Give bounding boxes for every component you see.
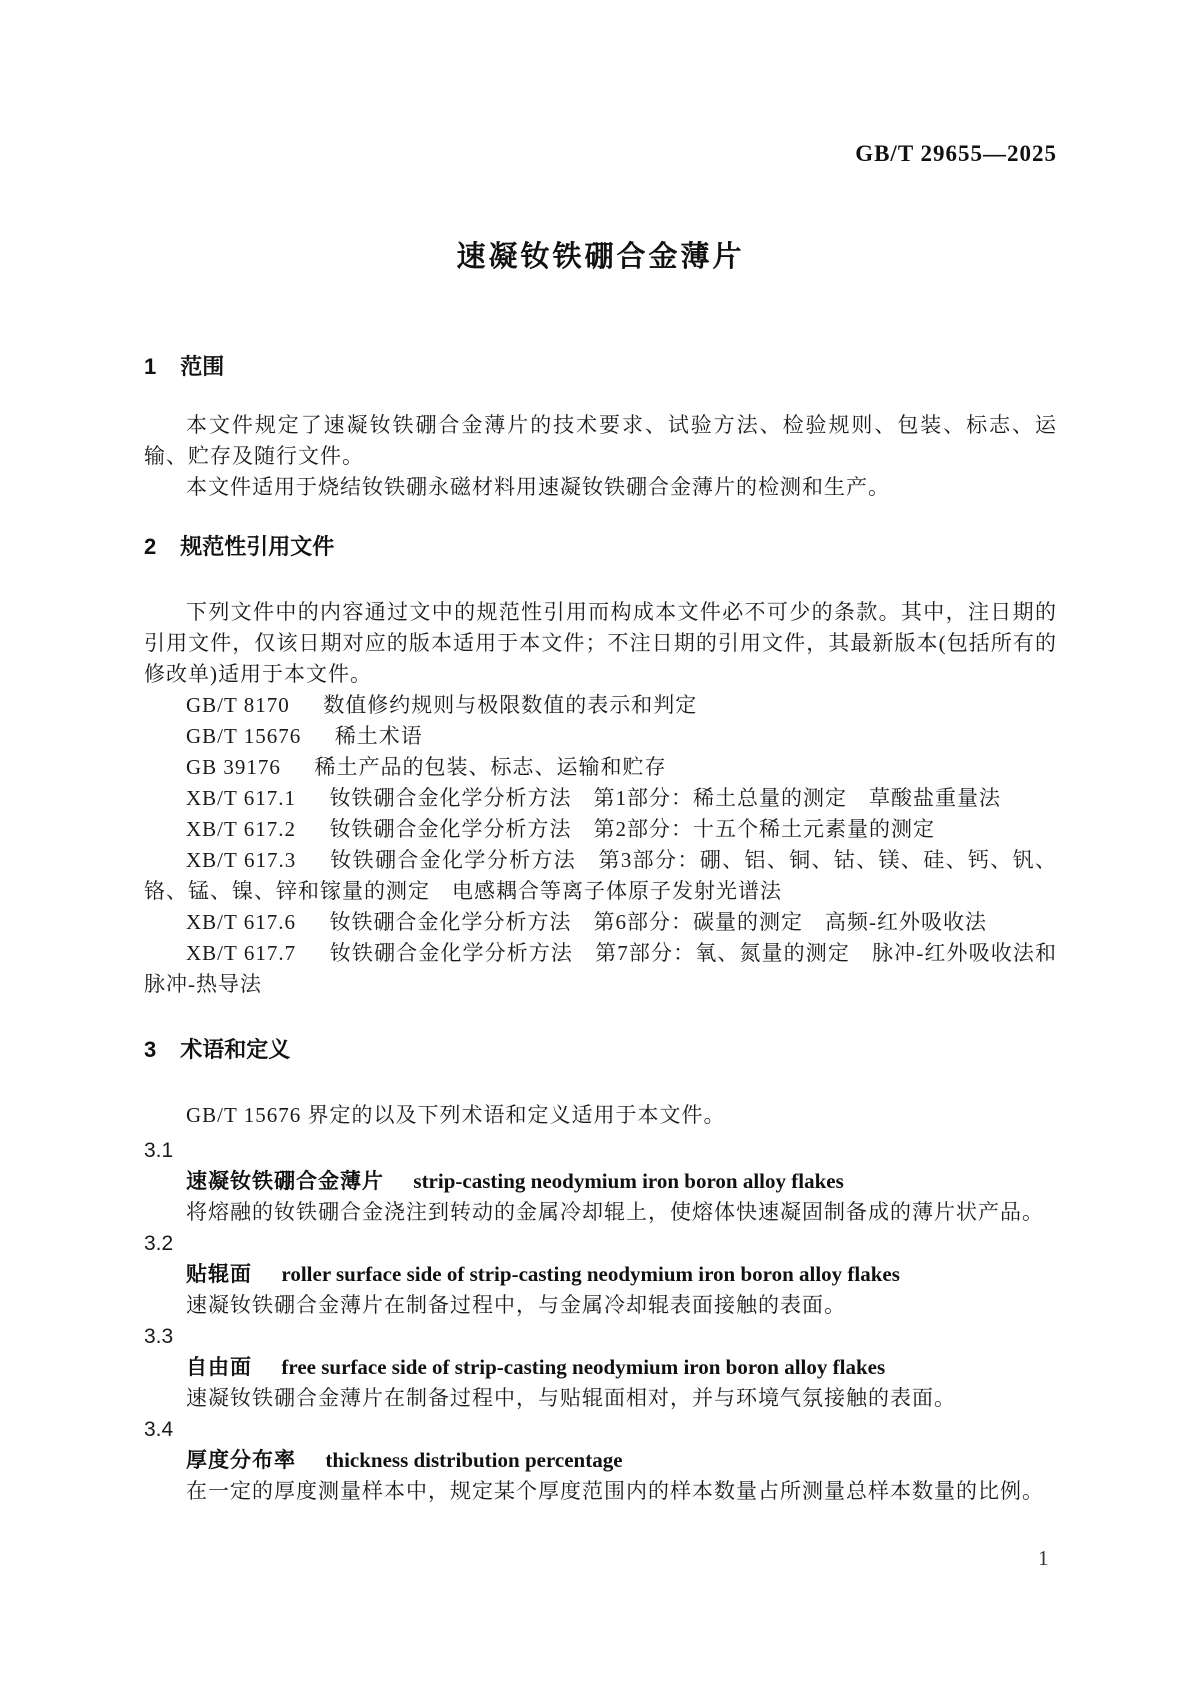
reference-code: XB/T 617.2: [186, 817, 296, 841]
term-chinese: 贴辊面: [186, 1263, 252, 1286]
reference-code: XB/T 617.1: [186, 786, 296, 810]
reference-item: [144, 814, 1057, 845]
term-chinese: 自由面: [186, 1356, 252, 1379]
reference-item: [144, 845, 1057, 907]
term-chinese: 厚度分布率: [186, 1449, 296, 1472]
terms-intro: GB/T 15676 界定的以及下列术语和定义适用于本文件。: [186, 1103, 726, 1127]
term-number: 3.1: [144, 1139, 174, 1162]
terms-list: [144, 1135, 1057, 1507]
section-2-number: 2: [144, 534, 157, 559]
section-2-heading: [144, 535, 1057, 559]
term-heading: [186, 1259, 1057, 1290]
reference-title: 钕铁硼合金化学分析方法 第3部分：硼、铝、铜、钴、镁、硅、钙、钒、铬、锰、镍、锌和镓量的测定 电感耦合等离子体原子发射光谱法: [144, 848, 1057, 903]
section-1-heading: [144, 355, 1057, 379]
document-title: 速凝钕铁硼合金薄片: [456, 241, 745, 273]
reference-code: XB/T 617.7: [186, 941, 297, 965]
term-entry: [144, 1414, 1057, 1507]
reference-title: 数值修约规则与极限数值的表示和判定: [323, 693, 698, 717]
section-1-number: 1: [144, 354, 157, 379]
scope-paragraph-2: 本文件适用于烧结钕铁硼永磁材料用速凝钕铁硼合金薄片的检测和生产。: [186, 475, 890, 499]
term-definition: 将熔融的钕铁硼合金浇注到转动的金属冷却辊上，使熔体快速凝固制备成的薄片状产品。: [186, 1200, 1044, 1224]
term-definition: 速凝钕铁硼合金薄片在制备过程中，与贴辊面相对，并与环境气氛接触的表面。: [186, 1386, 956, 1410]
reference-code: GB/T 15676: [186, 724, 302, 748]
term-heading: [186, 1352, 1057, 1383]
reference-item: [144, 721, 1057, 752]
section-3-number: 3: [144, 1037, 157, 1062]
term-entry: [144, 1321, 1057, 1414]
term-english: free surface side of strip-casting neodymium iron boron alloy flakes: [281, 1355, 886, 1379]
section-3-label: 术语和定义: [180, 1037, 291, 1062]
section-3-heading: [144, 1038, 1057, 1062]
reference-code: XB/T 617.3: [186, 848, 297, 872]
reference-item: [144, 938, 1057, 1000]
term-english: thickness distribution percentage: [325, 1448, 623, 1472]
reference-title: 钕铁硼合金化学分析方法 第2部分：十五个稀土元素量的测定: [329, 817, 936, 841]
reference-item: [144, 783, 1057, 814]
reference-item: [144, 752, 1057, 783]
reference-title: 稀土产品的包装、标志、运输和贮存: [314, 755, 667, 779]
reference-title: 钕铁硼合金化学分析方法 第7部分：氧、氮量的测定 脉冲-红外吸收法和脉冲-热导法: [144, 941, 1057, 996]
scope-paragraph-1: 本文件规定了速凝钕铁硼合金薄片的技术要求、试验方法、检验规则、包装、标志、运输、贮存及随行文件。: [144, 413, 1057, 468]
term-english: strip-casting neodymium iron boron alloy flakes: [413, 1169, 844, 1193]
term-english: roller surface side of strip-casting neodymium iron boron alloy flakes: [281, 1262, 900, 1286]
reference-code: GB 39176: [186, 755, 281, 779]
reference-list: [144, 690, 1057, 1000]
reference-item: [144, 907, 1057, 938]
term-number: 3.2: [144, 1232, 174, 1255]
reference-code: XB/T 617.6: [186, 910, 296, 934]
term-chinese: 速凝钕铁硼合金薄片: [186, 1170, 384, 1193]
reference-title: 钕铁硼合金化学分析方法 第6部分：碳量的测定 高频-红外吸收法: [329, 910, 988, 934]
standard-number: GB/T 29655—2025: [855, 141, 1057, 166]
term-heading: [186, 1166, 1057, 1197]
reference-title: 稀土术语: [334, 724, 423, 748]
term-entry: [144, 1228, 1057, 1321]
term-entry: [144, 1135, 1057, 1228]
section-2-label: 规范性引用文件: [180, 534, 335, 559]
term-number: 3.3: [144, 1325, 174, 1348]
reference-code: GB/T 8170: [186, 693, 290, 717]
page-number: 1: [1038, 1546, 1049, 1570]
term-definition: 在一定的厚度测量样本中，规定某个厚度范围内的样本数量占所测量总样本数量的比例。: [186, 1479, 1044, 1503]
term-heading: [186, 1445, 1057, 1476]
reference-item: [144, 690, 1057, 721]
section-1-label: 范围: [180, 354, 225, 379]
term-number: 3.4: [144, 1418, 174, 1441]
reference-title: 钕铁硼合金化学分析方法 第1部分：稀土总量的测定 草酸盐重量法: [329, 786, 1002, 810]
term-definition: 速凝钕铁硼合金薄片在制备过程中，与金属冷却辊表面接触的表面。: [186, 1293, 846, 1317]
references-intro: 下列文件中的内容通过文中的规范性引用而构成本文件必不可少的条款。其中，注日期的引用文件，仅该日期对应的版本适用于本文件；不注日期的引用文件，其最新版本(包括所有的修改单)适用于本文件。: [144, 600, 1057, 686]
